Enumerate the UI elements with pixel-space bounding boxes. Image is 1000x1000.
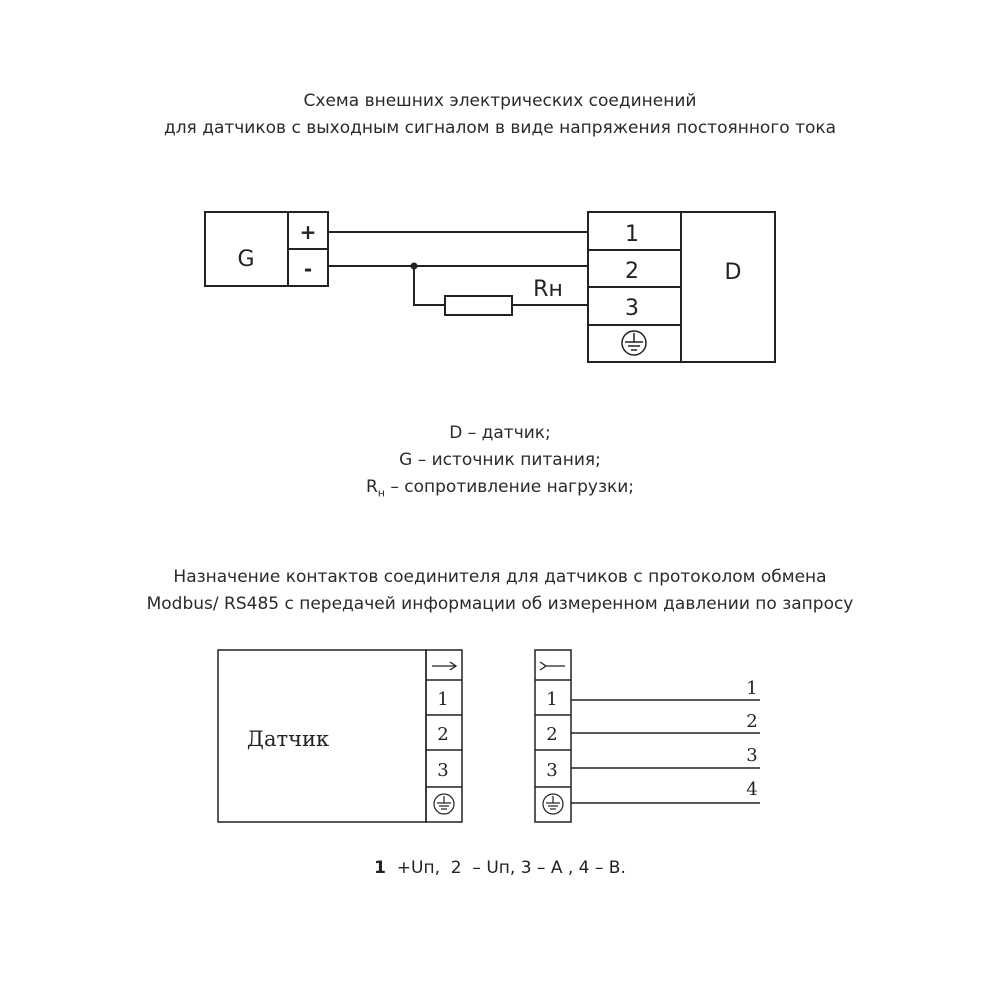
- legend: [0, 420, 1000, 506]
- junction-dot: [411, 263, 418, 270]
- resistor-label: Rн: [533, 277, 563, 302]
- terminal-1: 1: [625, 222, 639, 247]
- terminal-2: 2: [625, 259, 639, 284]
- source-label: G: [237, 247, 255, 272]
- load-resistor: [445, 296, 512, 315]
- socket-pin-3: 3: [546, 760, 558, 781]
- socket-pin-1: 1: [546, 689, 558, 710]
- pin-assignment: [0, 858, 1000, 878]
- bottom-diagram-title: [0, 564, 1000, 618]
- legend-d: D – датчик;: [449, 423, 551, 443]
- pin-assignment-bold: 1: [374, 858, 386, 878]
- terminal-3: 3: [625, 296, 639, 321]
- legend-r-text: – сопротивление нагрузки;: [384, 477, 635, 497]
- top-title-line-1: Схема внешних электрических соединений: [303, 91, 697, 111]
- plug-pin-3: 3: [437, 760, 449, 781]
- wire-label-4: 4: [746, 779, 758, 800]
- socket-ground-icon: [543, 794, 563, 814]
- wire-label-2: 2: [746, 711, 758, 732]
- sensor-body-label: Датчик: [246, 727, 330, 751]
- sensor-box: [681, 212, 775, 362]
- plug-pin-2: 2: [437, 724, 449, 745]
- plug-pin-1: 1: [437, 689, 449, 710]
- legend-r-symbol: R: [365, 477, 378, 497]
- plug-ground-icon: [434, 794, 454, 814]
- bottom-title-line-1: Назначение контактов соединителя для датчиков с протоколом обмена: [173, 567, 827, 587]
- socket-pin-2: 2: [546, 724, 558, 745]
- socket-icon: [540, 662, 565, 670]
- minus-label: -: [303, 257, 313, 281]
- wire-label-3: 3: [746, 745, 758, 766]
- legend-g: G – источник питания;: [399, 450, 601, 470]
- sensor-label: D: [724, 260, 742, 285]
- top-title-line-2: для датчиков с выходным сигналом в виде напряжения постоянного тока: [163, 118, 837, 138]
- plus-label: +: [299, 220, 317, 244]
- wire-load: [414, 266, 445, 305]
- plug-arrow-icon: [432, 662, 456, 670]
- legend-r-subscript: н: [377, 486, 385, 500]
- legend-r: [0, 474, 1000, 506]
- pin-assignment-rest: +Uп, 2 – Uп, 3 – A , 4 – B.: [385, 858, 626, 878]
- ground-icon: [622, 331, 646, 355]
- wire-label-1: 1: [746, 678, 758, 699]
- bottom-title-line-2: Modbus/ RS485 с передачей информации об измеренном давлении по запросу: [146, 594, 854, 614]
